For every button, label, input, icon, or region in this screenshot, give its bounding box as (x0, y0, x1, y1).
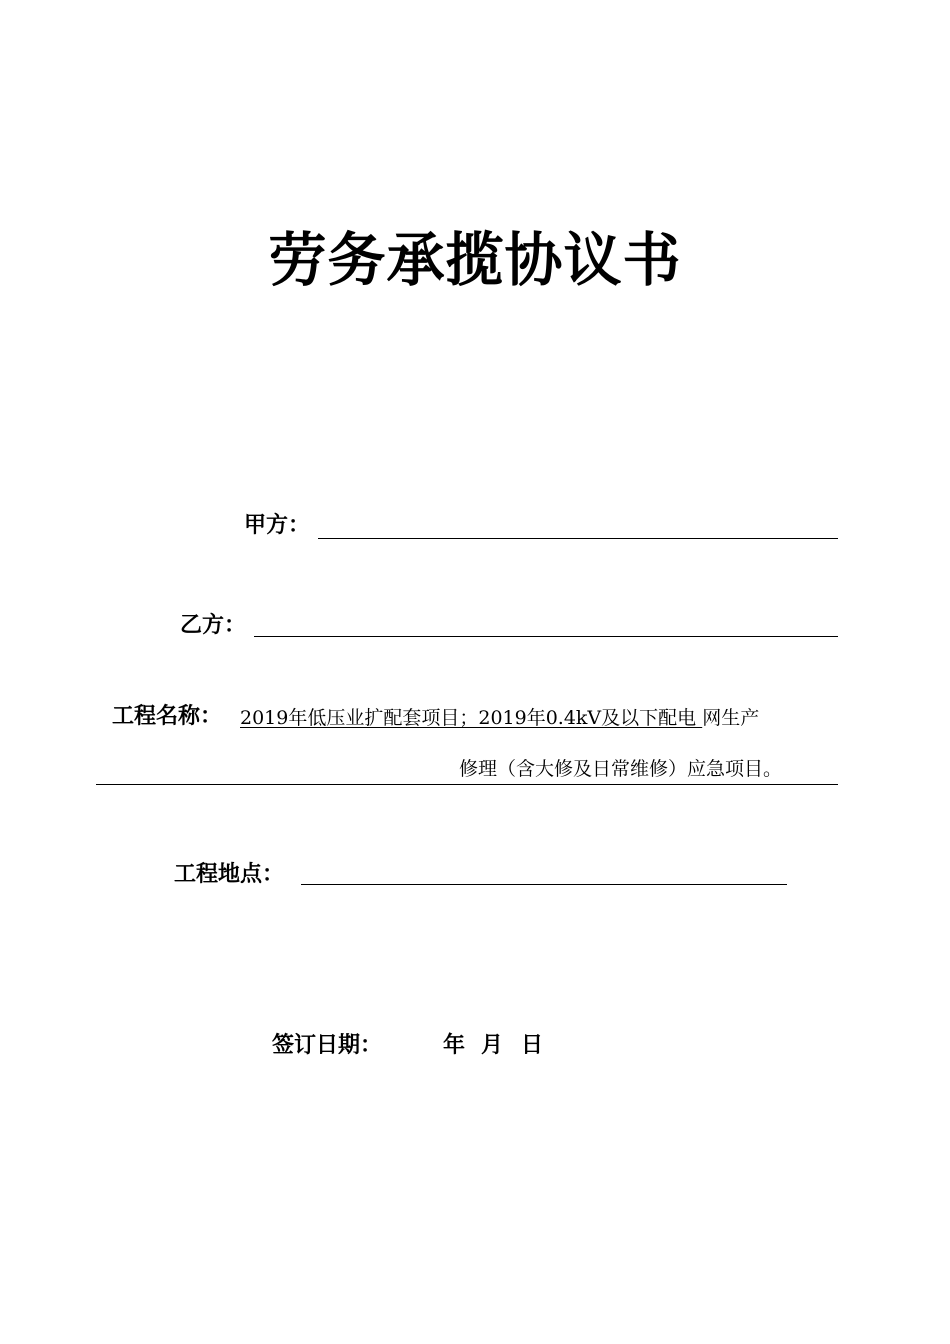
project-name-underline-rule (96, 784, 838, 785)
party-b-blank-line (254, 636, 838, 637)
signing-date-label: 签订日期： (272, 1033, 383, 1058)
party-b-label: 乙方： (180, 613, 247, 638)
party-a-blank-line (318, 538, 838, 539)
party-a-label: 甲方： (244, 513, 311, 538)
document-title: 劳务承揽协议书 (268, 226, 682, 294)
signing-date-month: 月 (481, 1033, 504, 1058)
project-name-line2: 修理（含大修及日常维修）应急项目。 (459, 758, 783, 780)
project-name-label: 工程名称： (112, 704, 223, 729)
signing-date-day: 日 (521, 1033, 544, 1058)
project-name-line1-rest: 网生产 (702, 707, 760, 729)
signing-date-year: 年 (443, 1033, 466, 1058)
project-location-blank-line (301, 884, 787, 885)
project-name-line1 (240, 704, 759, 732)
project-name-underlined-text: 2019年低压业扩配套项目；2019年0.4kV及以下配电 (240, 707, 703, 729)
project-location-label: 工程地点： (174, 862, 285, 887)
